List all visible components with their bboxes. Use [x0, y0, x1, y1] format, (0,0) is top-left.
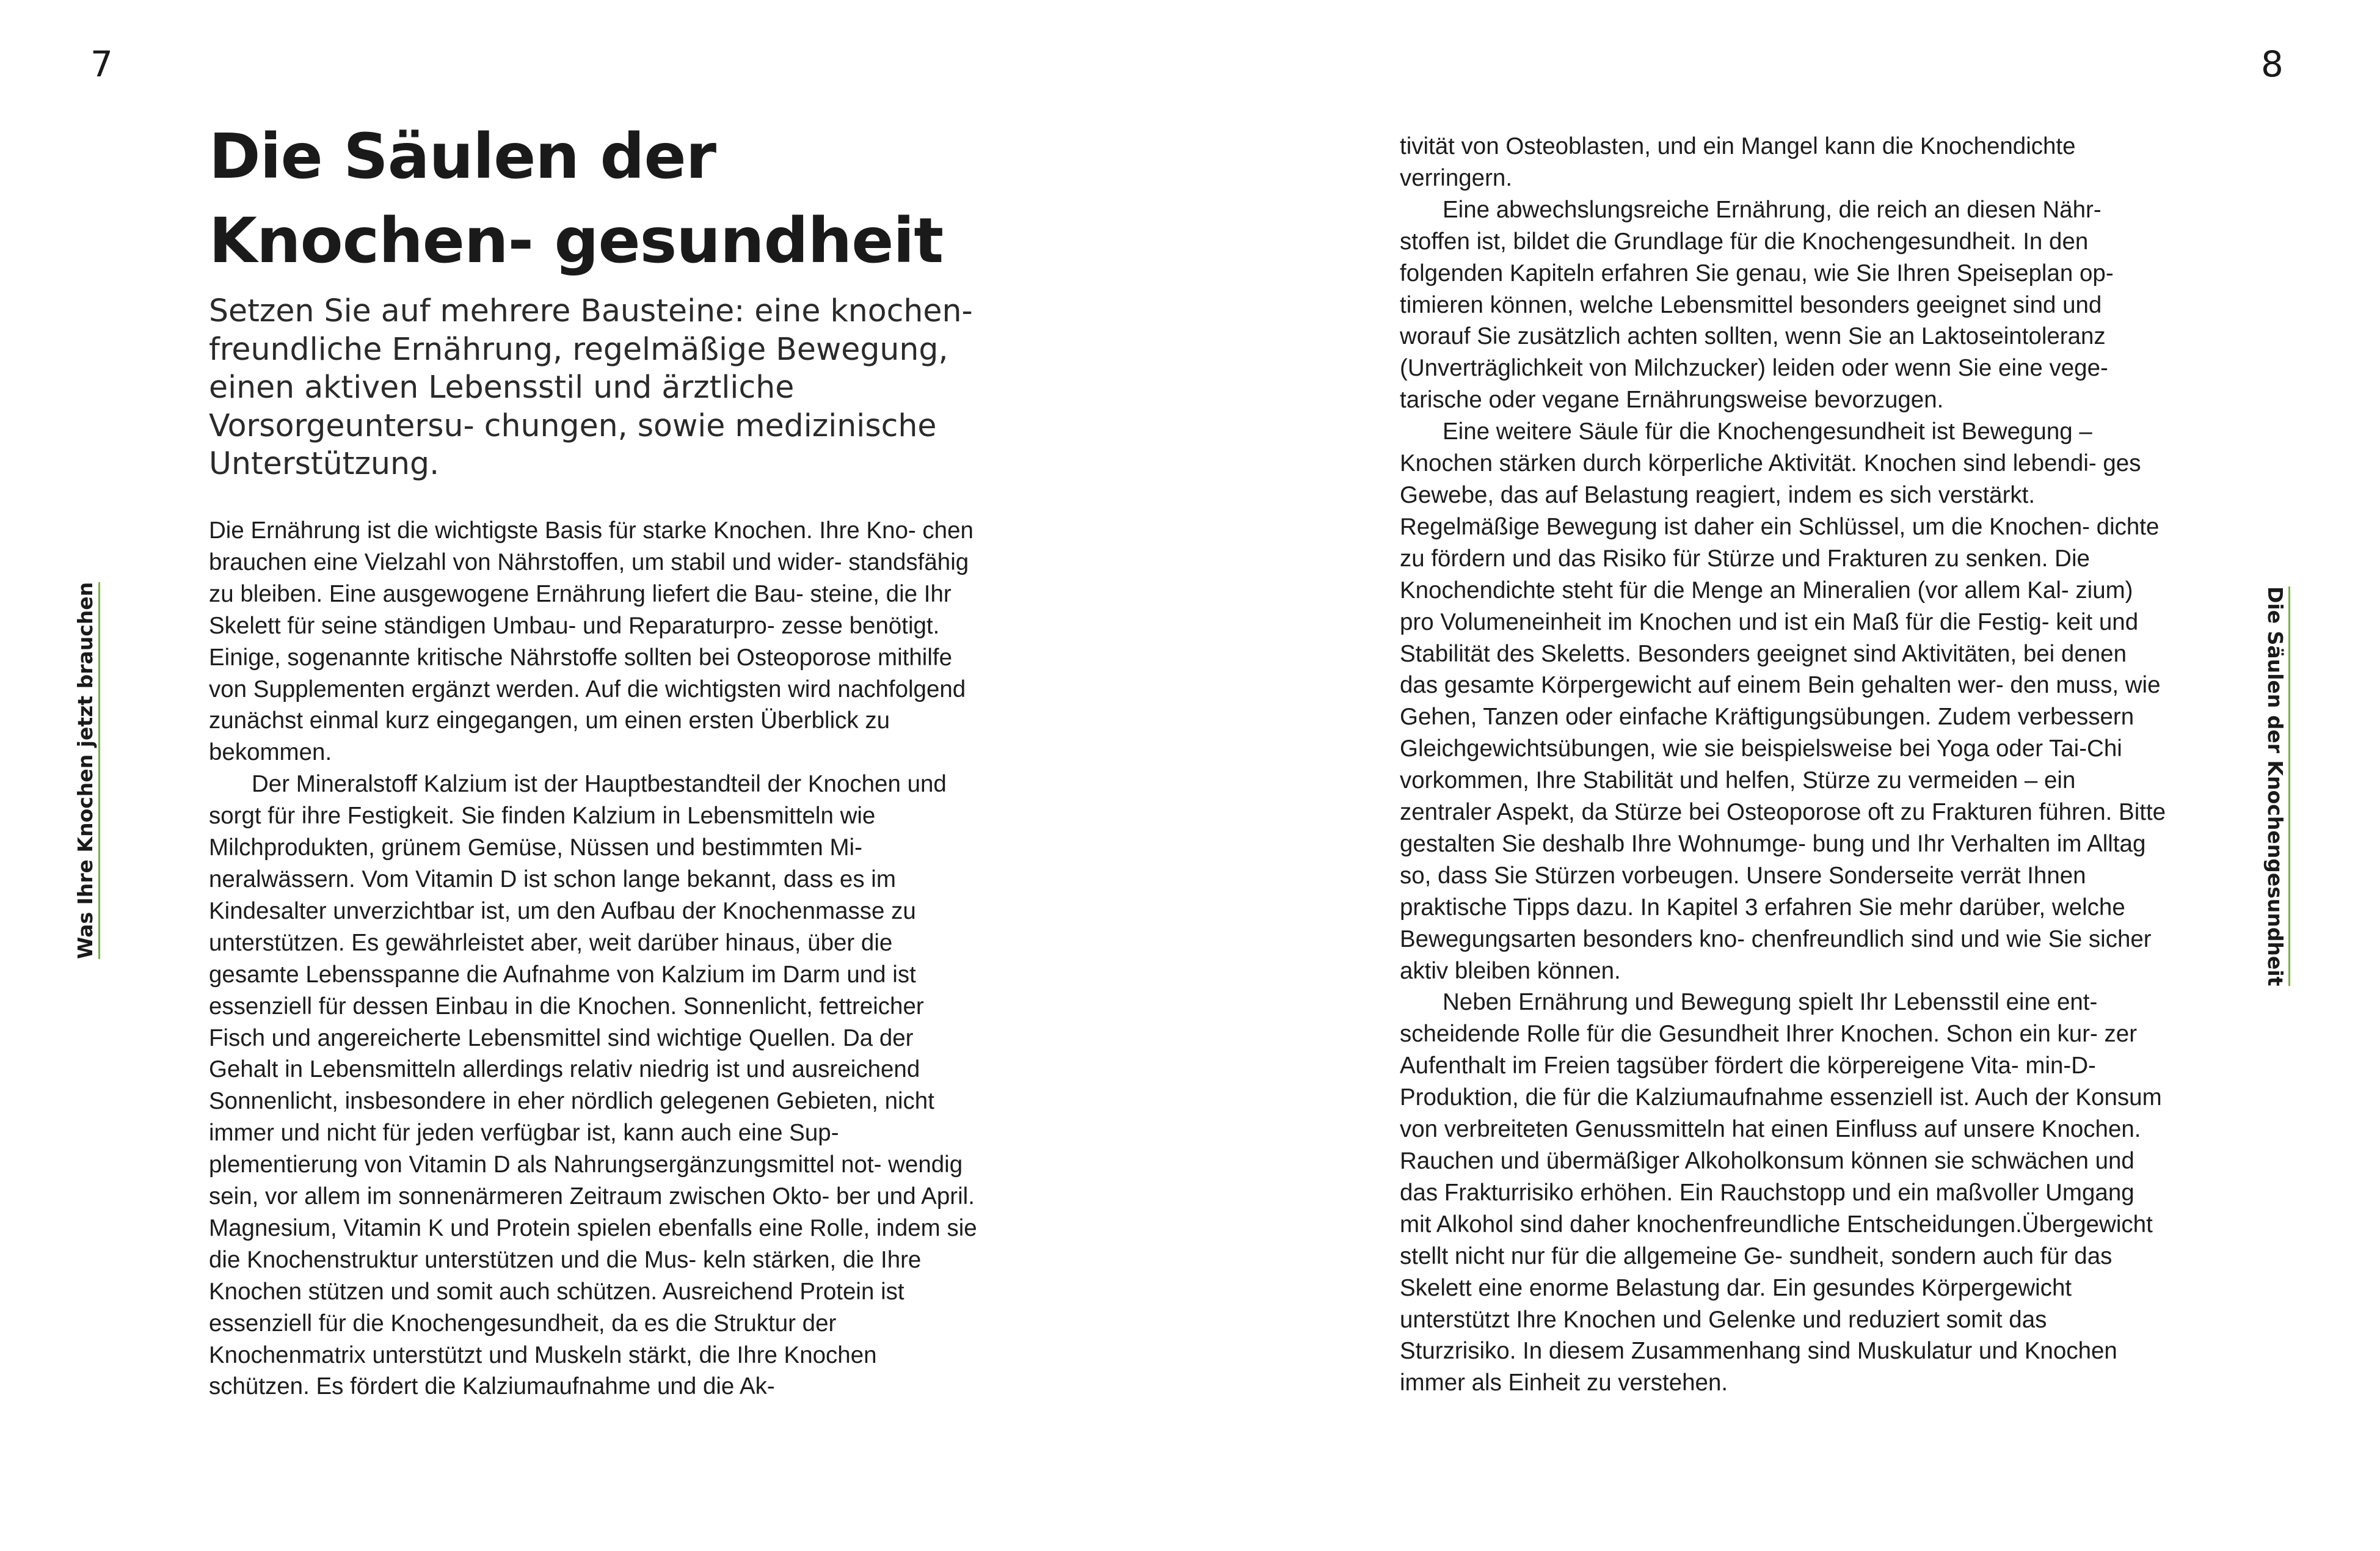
body-paragraph: Neben Ernährung und Bewegung spielt Ihr Lebensstil eine ent- scheidende Rolle für die Gesundheit Ihrer Knochen. Schon ein kur- zer Aufenthalt im Freien tagsüber fördert die körpereigene Vita- min-D-Produktion, die für die Kalziumaufnahme essenziell ist. Auch der Konsum von verbreiteten Genussmitteln hat einen Einfluss auf unsere Knochen. Rauchen und übermäßiger Alkoholkonsum können sie schwächen und das Frakturrisiko erhöhen. Ein Rauchstopp und ein maßvoller Umgang mit Alkohol sind daher knochenfreundliche Entscheidungen.Übergewicht stellt nicht nur für die allgemeine Ge- sundheit, sondern auch für das Skelett eine enorme Belastung dar. Ein gesundes Körpergewicht unterstützt Ihre Knochen und Gelenke und reduziert somit das Sturzrisiko. In diesem Zusammenhang sind Muskulatur und Knochen immer als Einheit zu verstehen.: [1400, 989, 2162, 1396]
body-paragraph: tivität von Osteoblasten, und ein Mangel kann die Knochendichte verringern.: [1400, 133, 2076, 191]
page-number-right: 8: [2261, 43, 2284, 85]
body-column-left: [209, 515, 978, 1403]
page-number-left: 7: [90, 43, 113, 85]
body-column-right: [1400, 131, 2169, 1399]
body-paragraph: Eine weitere Säule für die Knochengesundheit ist Bewegung – Knochen stärken durch körperliche Aktivität. Knochen sind lebendi- ges Gewebe, das auf Belastung reagiert, indem es sich verstärkt. Regelmäßige Bewegung ist daher ein Schlüssel, um die Knochen- dichte zu fördern und das Risiko für Stürze und Frakturen zu senken. Die Knochendichte steht für die Menge an Mineralien (vor allem Kal- zium) pro Volumeneinheit im Knochen und ist ein Maß für die Festig- keit und Stabilität des Skeletts. Besonders geeignet sind Aktivitäten, bei denen das gesamte Körpergewicht auf einem Bein gehalten wer- den muss, wie Gehen, Tanzen oder einfache Kräftigungsübungen. Zudem verbessern Gleichgewichtsübungen, wie sie beispielsweise bei Yoga oder Tai-Chi vorkommen, Ihre Stabilität und helfen, Stürze zu vermeiden – ein zentraler Aspekt, da Stürze bei Osteoporose oft zu Frakturen führen. Bitte gestalten Sie deshalb Ihre Wohnumge- bung und Ihr Verhalten im Alltag so, dass Sie Stürzen vorbeugen. Unsere Sonderseite verrät Ihnen praktische Tipps dazu. In Kapitel 3 erfahren Sie mehr darüber, welche Bewegungsarten besonders kno- chenfreundlich sind und wie Sie sicher aktiv bleiben können.: [1400, 418, 2166, 984]
body-paragraph: Eine abwechslungsreiche Ernährung, die reich an diesen Nähr- stoffen ist, bildet die Grundlage für die Knochengesundheit. In den folgenden Kapiteln erfahren Sie genau, wie Sie Ihren Speiseplan op- timieren können, welche Lebensmittel besonders geeignet sind und worauf Sie zusätzlich achten sollten, wenn Sie an Laktoseintoleranz (Unverträglichkeit von Milchzucker) leiden oder wenn Sie eine vege- tarische oder vegane Ernährungsweise bevorzugen.: [1400, 196, 2114, 414]
intro-paragraph: Setzen Sie auf mehrere Bausteine: eine knochen- freundliche Ernährung, regelmäßige Bewegung, einen aktiven Lebensstil und ärztliche Vorsorgeuntersu- chungen, sowie medizinische Unterstützung.: [209, 293, 973, 481]
running-head-left: Was Ihre Knochen jetzt brauchen: [73, 582, 100, 959]
body-paragraph: Der Mineralstoff Kalzium ist der Hauptbestandteil der Knochen und sorgt für ihre Festigkeit. Sie finden Kalzium in Lebensmitteln wie Milchprodukten, grünem Gemüse, Nüssen und bestimmten Mi- neralwässern. Vom Vitamin D ist schon lange bekannt, dass es im Kindesalter unverzichtbar ist, um den Aufbau der Knochenmasse zu unterstützen. Es gewährleistet aber, weit darüber hinaus, über die gesamte Lebensspanne die Aufnahme von Kalzium im Darm und ist essenziell für dessen Einbau in die Knochen. Sonnenlicht, fettreicher Fisch und angereicherte Lebensmittel sind wichtige Quellen. Da der Gehalt in Lebensmitteln allerdings relativ niedrig ist und ausreichend Sonnenlicht, insbesondere in eher nördlich gelegenen Gebieten, nicht immer und nicht für jeden verfügbar ist, kann auch eine Sup- plementierung von Vitamin D als Nahrungsergänzungsmittel not- wendig sein, vor allem im sonnenärmeren Zeitraum zwischen Okto- ber und April. Magnesium, Vitamin K und Protein spielen ebenfalls eine Rolle, indem sie die Knochenstruktur unterstützen und die Mus- keln stärken, die Ihre Knochen stützen und somit auch schützen. Ausreichend Protein ist essenziell für die Knochengesundheit, da es die Struktur der Knochenmatrix unterstützt und Muskeln stärkt, die Ihre Knochen schützen. Es fördert die Kalziumaufnahme und die Ak-: [209, 771, 977, 1400]
running-head-right: Die Säulen der Knochengesundheit: [2263, 586, 2290, 986]
body-paragraph: Die Ernährung ist die wichtigste Basis für starke Knochen. Ihre Kno- chen brauchen eine Vielzahl von Nährstoffen, um stabil und wider- standsfähig zu bleiben. Eine ausgewogene Ernährung liefert die Bau- steine, die Ihr Skelett für seine ständigen Umbau- und Reparaturpro- zesse benötigt. Einige, sogenannte kritische Nährstoffe sollten bei Osteoporose mithilfe von Supplementen ergänzt werden. Auf die wichtigsten wird nachfolgend zunächst einmal kurz eingegangen, um einen ersten Überblick zu bekommen.: [209, 517, 973, 766]
chapter-title: Die Säulen der Knochen- gesundheit: [209, 120, 944, 277]
